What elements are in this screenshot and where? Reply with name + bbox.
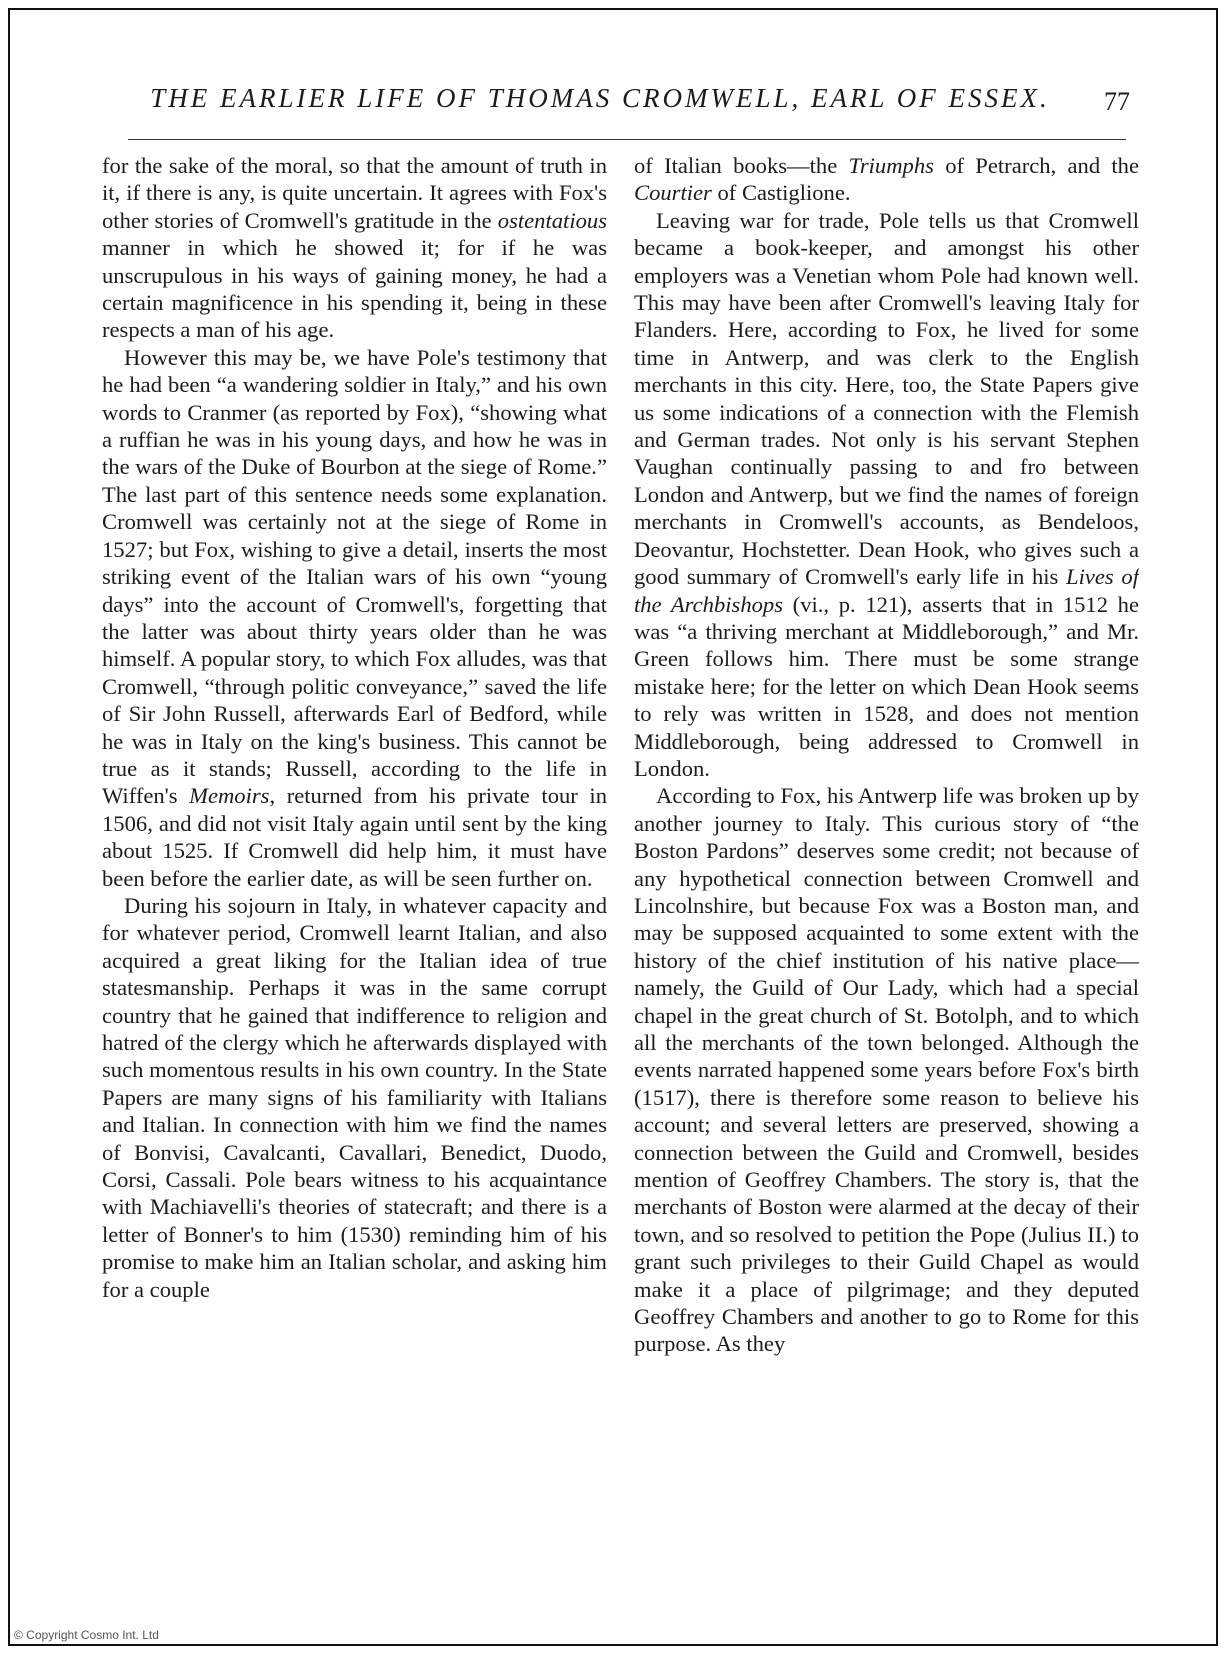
italic-text: Courtier [634, 180, 712, 206]
italic-text: Lives of the Archbishops [634, 564, 1139, 617]
copyright-notice: © Copyright Cosmo Int. Ltd [14, 1628, 159, 1642]
paragraph [102, 344, 607, 892]
left-column [102, 152, 607, 1587]
running-title: THE EARLIER LIFE OF THOMAS CROMWELL, EARL OF ESSEX. [150, 83, 1050, 113]
text-run: of Petrarch, and the [933, 153, 1139, 178]
text-run: (vi., p. 121), asserts that in 1512 he was “a thriving merchant at Middleborough,” and Mr. Green follows him. There must be some strange mistake here; for the letter on which Dean Hook seems to rely was written in 1528, and does not mention Middleborough, being addressed to Cromwell in London. [634, 591, 1139, 781]
text-run: of Castiglione. [711, 180, 851, 206]
paragraph [102, 152, 607, 344]
header-rule [128, 139, 1126, 140]
paragraph [634, 207, 1139, 783]
text-run: However this may be, we have Pole's testimony that he had been “a wandering soldier in Italy,” and his own words to Cranmer (as reported by Fox), “showing what a ruffian he was in his young days, and how he was in the wars of the Duke of Bourbon at the siege of Rome.” The last part of this sentence needs some explanation. Cromwell was certainly not at the siege of Rome in 1527; but Fox, wishing to give a detail, inserts the most striking event of the Italian wars of his own “young days” into the account of Cromwell's, forgetting that the latter was about thirty years older than he was himself. A popular story, to which Fox alludes, was that Cromwell, “through politic conveyance,” saved the life of Sir John Russell, afterwards Earl of Bedford, while he was in Italy on the king's business. This cannot be true as it stands; Russell, according to the life in Wiffen's [102, 344, 607, 809]
text-run: According to Fox, his Antwerp life was broken up by another journey to Italy. This curious story of “the Boston Pardons” deserves some credit; not because of any hypothetical connection between Cromwell and Lincolnshire, but because Fox was a Boston man, and may be supposed acquainted to some extent with the history of the chief institution of his native place—namely, the Guild of Our Lady, which had a special chapel in the great church of St. Botolph, and to which all the merchants of the town belonged. Although the events narrated happened some years before Fox's birth (1517), there is therefore some reason to believe his account; and several letters are preserved, showing a connection between the Guild and Cromwell, besides mention of Geoffrey Chambers. The story is, that the merchants of Boston were alarmed at the decay of their town, and so resolved to petition the Pope (Julius II.) to grant such privileges to their Guild Chapel as would make it a place of pilgrimage; and they deputed Geoffrey Chambers and another to go to Rome for this purpose. As they [634, 783, 1139, 1357]
text-run: Leaving war for trade, Pole tells us that Cromwell became a book-keeper, and amongst his other employers was a Venetian whom Pole had known well. This may have been after Cromwell's leaving Italy for Flanders. Here, according to Fox, he lived for some time in Antwerp, and was clerk to the English merchants in this city. Here, too, the State Papers give us some indications of a connection with the Flemish and German trades. Not only is his servant Stephen Vaughan continually passing to and fro between London and Antwerp, but we find the names of foreign merchants in Cromwell's accounts, as Bendeloos, Deovantur, Hochstetter. Dean Hook, who gives such a good summary of Cromwell's early life in his [634, 207, 1139, 590]
text-run: of Italian books—the [634, 153, 849, 178]
paragraph [102, 892, 607, 1303]
text-run: , returned from his private tour in 1506, and did not visit Italy again until sent by the king about 1525. If Cromwell did help him, it must have been before the earlier date, as will be seen further on. [102, 783, 607, 891]
paragraph [634, 152, 1139, 207]
text-run: for the sake of the moral, so that the amount of truth in it, if there is any, is quite uncertain. It agrees with Fox's other stories of Cromwell's gratitude in the [102, 153, 607, 233]
text-run: During his sojourn in Italy, in whatever capacity and for whatever period, Cromwell learnt Italian, and also acquired a great liking for the Italian idea of true statesmanship. Perhaps it was in the same corrupt country that he gained that indifference to religion and hatred of the clergy which he afterwards displayed with such momentous results in his own country. In the State Papers are many signs of his familiarity with Italians and Italian. In connection with him we find the names of Bonvisi, Cavalcanti, Cavallari, Benedict, Duodo, Corsi, Cassali. Pole bears witness to his acquaintance with Machiavelli's theories of statecraft; and there is a letter of Bonner's to him (1530) reminding him of his promise to make him an Italian scholar, and asking him for a couple [102, 892, 607, 1302]
page-number: 77 [1104, 87, 1130, 116]
right-column [634, 152, 1139, 1587]
italic-text: Memoirs [189, 783, 270, 809]
running-head [120, 83, 1130, 127]
italic-text: Triumphs [848, 153, 934, 178]
text-run: manner in which he showed it; for if he was unscrupulous in his ways of gaining money, he had a certain magnificence in his spending it, being in these respects a man of his age. [102, 235, 607, 343]
italic-text: ostentatious [497, 207, 607, 233]
paragraph [634, 782, 1139, 1358]
